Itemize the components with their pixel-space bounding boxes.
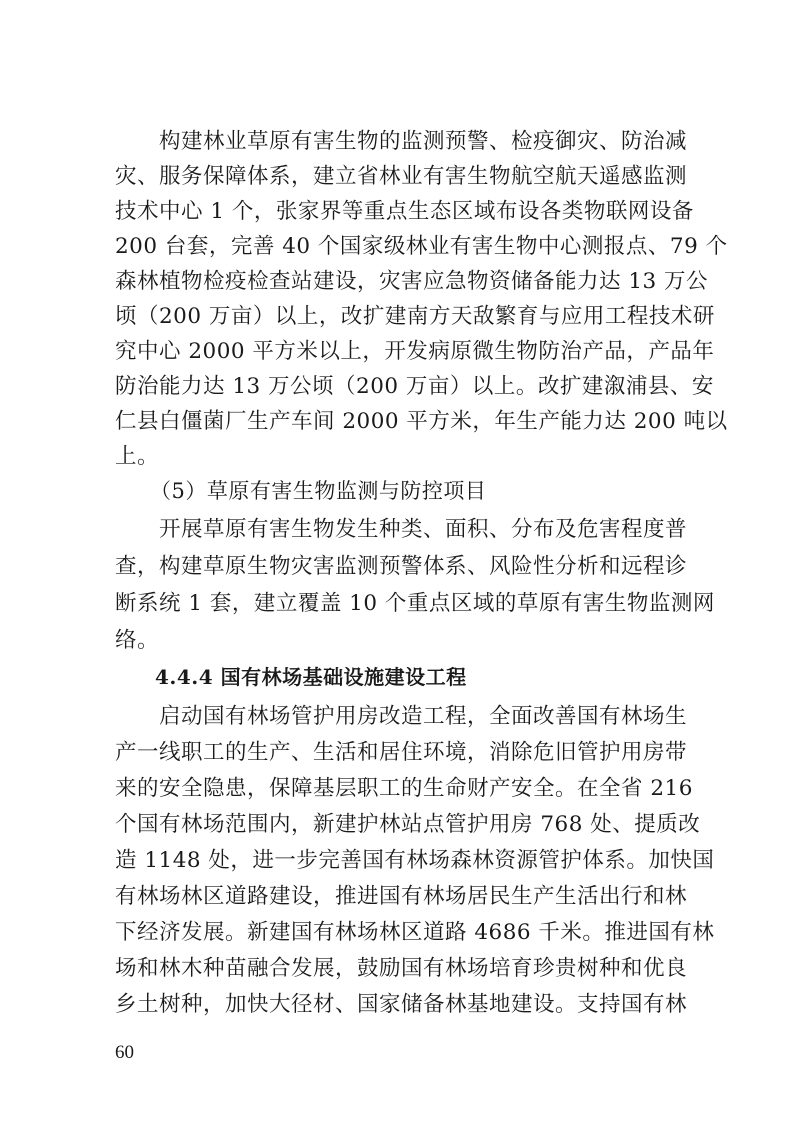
paragraph-1-line-6: 顷（200 万亩）以上，改扩建南方天敌繁育与应用工程技术研 [115,304,715,329]
paragraph-1-line-1: 构建林业草原有害生物的监测预警、检疫御灾、防治减 [115,129,688,154]
page-number: 60 [115,1042,134,1063]
paragraph-3-line-8: 场和林木种苗融合发展，鼓励国有林场培育珍贵树种和优良 [115,956,688,981]
subheading-grassland-pest-project: （5）草原有害生物监测与防控项目 [150,479,487,503]
paragraph-2-line-3: 断系统 1 套，建立覆盖 10 个重点区域的草原有害生物监测网 [115,591,715,616]
paragraph-1-line-9: 仁县白僵菌厂生产车间 2000 平方米，年生产能力达 200 吨以 [115,409,728,434]
paragraph-3-line-2: 产一线职工的生产、生活和居住环境，消除危旧管护用房带 [115,740,688,765]
paragraph-3-line-1: 启动国有林场管护用房改造工程，全面改善国有林场生 [115,704,688,729]
paragraph-1-line-2: 灾、服务保障体系，建立省林业有害生物航空航天遥感监测 [115,164,688,189]
paragraph-3-line-4: 个国有林场范围内，新建护林站点管护用房 768 处、提质改 [115,812,701,837]
paragraph-1-line-7: 究中心 2000 平方米以上，开发病原微生物防治产品，产品年 [115,339,715,364]
paragraph-1-line-5: 森林植物检疫检查站建设，灾害应急物资储备能力达 13 万公 [115,269,709,294]
paragraph-1-line-8: 防治能力达 13 万公顷（200 万亩）以上。改扩建溆浦县、安 [115,374,714,399]
paragraph-2-line-1: 开展草原有害生物发生种类、面积、分布及危害程度普 [115,517,688,542]
paragraph-3-line-7: 下经济发展。新建国有林场林区道路 4686 千米。推进国有林 [115,920,715,945]
paragraph-3-line-3: 来的安全隐患，保障基层职工的生命财产安全。在全省 216 [115,776,693,801]
section-heading-4-4-4: 4.4.4 国有林场基础设施建设工程 [155,665,467,689]
paragraph-1-line-4: 200 台套，完善 40 个国家级林业有害生物中心测报点、79 个 [115,234,728,259]
paragraph-1-line-3: 技术中心 1 个，张家界等重点生态区域布设各类物联网设备 [115,199,694,224]
paragraph-1-line-10: 上。 [115,444,160,469]
paragraph-2-line-4: 络。 [115,628,160,653]
paragraph-2-line-2: 查，构建草原生物灾害监测预警体系、风险性分析和远程诊 [115,554,688,579]
paragraph-3-line-9: 乡土树种，加快大径材、国家储备林基地建设。支持国有林 [115,992,688,1017]
paragraph-3-line-5: 造 1148 处，进一步完善国有林场森林资源管护体系。加快国 [115,848,715,873]
paragraph-3-line-6: 有林场林区道路建设，推进国有林场居民生产生活出行和林 [115,884,688,909]
